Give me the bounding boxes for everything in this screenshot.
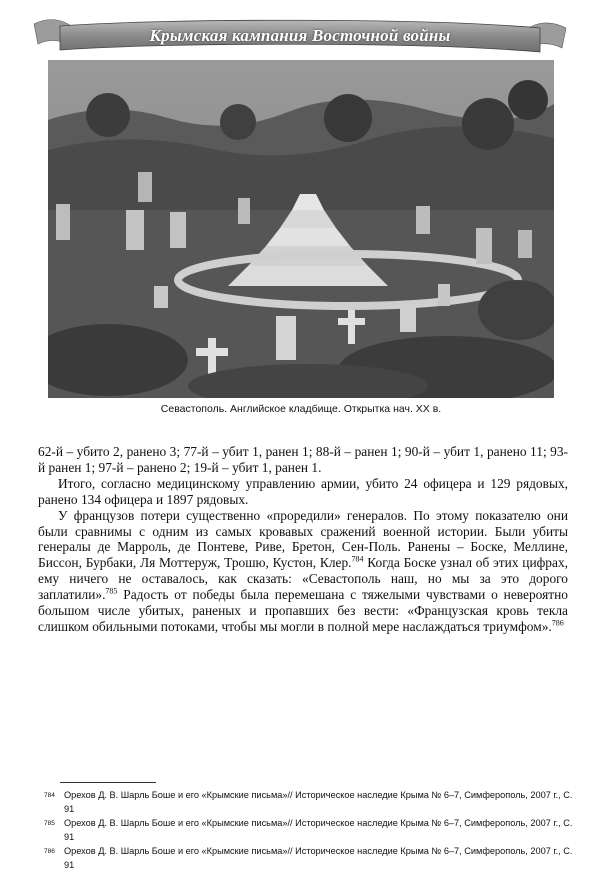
paragraph-3-part-2: Когда Боске узнал об этих цифрах, ему ничего не оставалось, как сказать: «Севастополь наш, но мы за это дорого заплатили». (38, 555, 568, 603)
paragraph-3 (38, 508, 568, 635)
header-ribbon (30, 14, 570, 60)
cemetery-photo (48, 60, 554, 398)
paragraph-1: 62-й – убито 2, ранено 3; 77-й – убит 1, ранен 1; 88-й – ранен 1; 90-й – убит 1, ранено 11; 93-й ранен 1; 97-й – ранено 2; 19-й – убит 1, ранен 1. (38, 444, 568, 475)
footnote-ref-784: 784 (351, 554, 364, 564)
footnote-text: Орехов Д. В. Шарль Боше и его «Крымские письма»// Историческое наследие Крыма № 6–7, Симферополь, 2007 г., С. 91 (64, 818, 573, 842)
footnote-item (44, 816, 574, 844)
footnote-ref-786: 786 (551, 618, 564, 628)
footnote-item (44, 788, 574, 816)
paragraph-3-part-3: Радость от победы была перемешана с тяжелыми чувствами о невероятно большом числе убитых, раненых и пропавших без вести: «Французская кровь текла слишком обильными потоками, чтобы мы могли в полной мере наслаждаться триумфом». (38, 587, 568, 634)
paragraph-2: Итого, согласно медицинскому управлению армии, убито 24 офицера и 129 рядовых, ранено 134 офицера и 1897 рядовых. (38, 475, 568, 507)
footnote-number: 785 (44, 820, 55, 827)
footnote-item (44, 844, 574, 872)
footnote-divider (60, 782, 156, 783)
footnote-ref-785: 785 (105, 586, 118, 596)
footnote-number: 784 (44, 792, 55, 799)
footnote-text: Орехов Д. В. Шарль Боше и его «Крымские письма»// Историческое наследие Крыма № 6–7, Симферополь, 2007 г., С. 91 (64, 790, 573, 814)
footnote-text: Орехов Д. В. Шарль Боше и его «Крымские письма»// Историческое наследие Крыма № 6–7, Симферополь, 2007 г., С. 91 (64, 846, 573, 870)
photo-caption: Севастополь. Английское кладбище. Открытка нач. XX в. (160, 403, 442, 415)
chapter-title: Крымская кампания Восточной войны (149, 26, 451, 45)
body-text (38, 444, 568, 635)
cemetery-image (48, 60, 554, 398)
footnote-number: 786 (44, 848, 55, 855)
footnotes (44, 788, 574, 872)
paragraph-3-part-1: У французов потери существенно «проредили» генералов. По этому показателю они были сравнимы с одним из самых кровавых сражений военной истории. Были убиты генералы де Марроль, де Понтеве, Риве, Бретон, Сен-Поль. Ранены – Боске, Меллине, Биссон, Бурбаки, Ля Моттеруж, Трошю, Кустон, Клер. (38, 507, 568, 571)
